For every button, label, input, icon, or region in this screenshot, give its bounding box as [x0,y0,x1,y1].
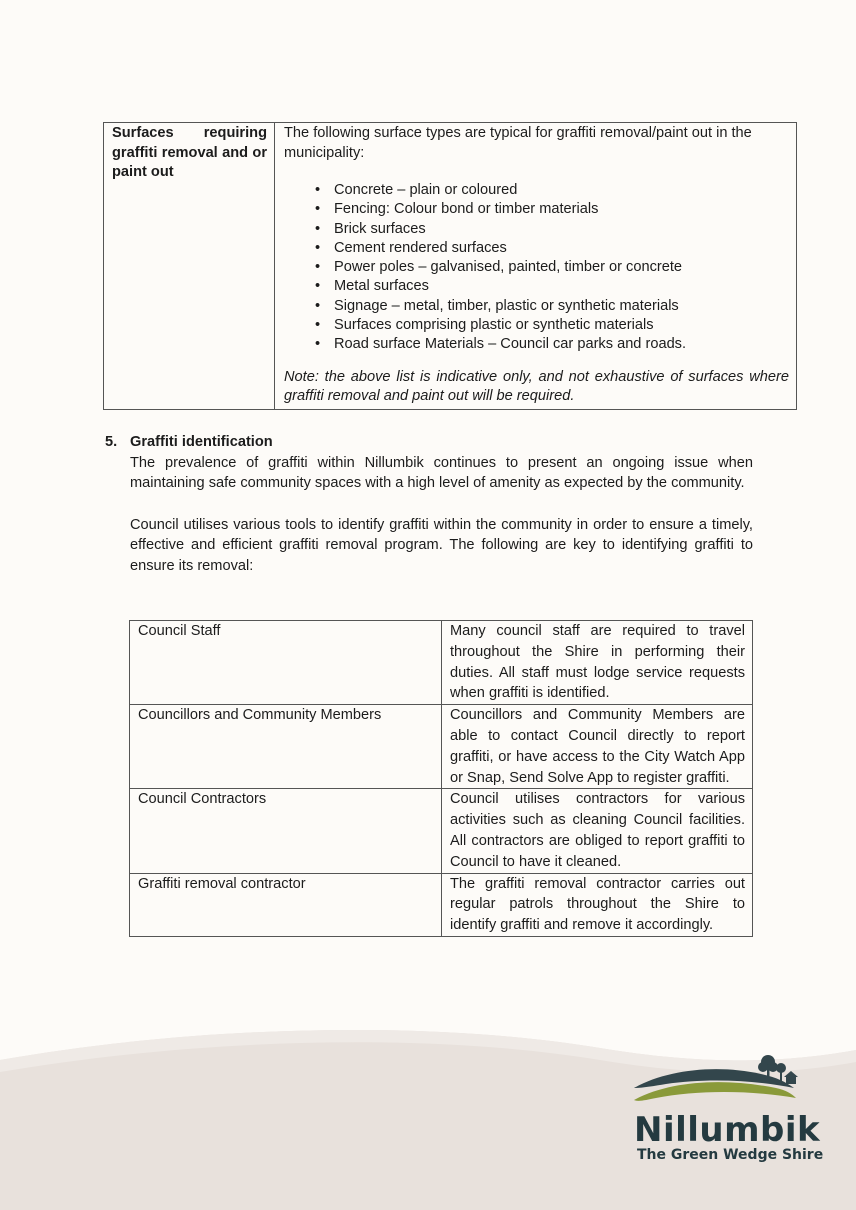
list-item: • Fencing: Colour bond or timber materials [334,200,789,219]
surfaces-label: Surfaces requiring graffiti removal and or paint out [104,123,275,410]
surfaces-note: Note: the above list is indicative only, and not exhaustive of surfaces where graffiti removal and paint out will be required. [284,368,789,405]
paragraph: Council utilises various tools to identify graffiti within the community in order to ensure a timely, effective and efficient graffiti removal program. The following are key to identifying graffiti to ensure its removal: [130,516,753,574]
table-cell-description: Many council staff are required to travel throughout the Shire in performing their duties. All staff must lodge service requests when graffiti is identified. [442,621,753,705]
table-cell-source: Graffiti removal contractor [130,873,442,936]
list-item: • Cement rendered surfaces [334,239,789,258]
table-row [130,705,753,789]
list-item: • Metal surfaces [334,277,789,296]
table-cell-source: Council Contractors [130,789,442,873]
list-item: • Brick surfaces [334,220,789,239]
list-item: • Road surface Materials – Council car parks and roads. [334,335,789,354]
section-heading [105,432,753,453]
list-item: • Concrete – plain or coloured [334,181,789,200]
table-cell-source: Councillors and Community Members [130,705,442,789]
section-number: 5. [105,434,118,450]
list-item: • Signage – metal, timber, plastic or synthetic materials [334,297,789,316]
table-cell-description: The graffiti removal contractor carries out regular patrols throughout the Shire to identify graffiti and remove it accordingly. [442,873,753,936]
paragraph: The prevalence of graffiti within Nillumbik continues to present an ongoing issue when maintaining safe community spaces with a high level of amenity as expected by the community. [130,454,753,491]
list-item: • Power poles – galvanised, painted, timber or concrete [334,258,789,277]
table-row [130,873,753,936]
list-item: • Surfaces comprising plastic or synthetic materials [334,316,789,335]
logo-wordmark: Nillumbik [634,1110,821,1150]
identification-table [129,620,753,937]
table-row [130,621,753,705]
surfaces-intro: The following surface types are typical for graffiti removal/paint out in the municipality: [284,125,752,161]
surfaces-table [103,122,797,410]
logo-tagline: The Green Wedge Shire [637,1147,824,1163]
table-cell-description: Councillors and Community Members are able to contact Council directly to report graffiti, or have access to the City Watch App or Snap, Send Solve App to register graffiti. [442,705,753,789]
table-cell-description: Council utilises contractors for various activities such as cleaning Council facilities. All contractors are obliged to report graffiti to Council to have it cleaned. [442,789,753,873]
surfaces-content [275,123,797,410]
surfaces-list [284,181,789,355]
table-row [130,789,753,873]
section-graffiti-identification [105,432,753,576]
section-title: Graffiti identification [130,434,273,450]
table-cell-source: Council Staff [130,621,442,705]
